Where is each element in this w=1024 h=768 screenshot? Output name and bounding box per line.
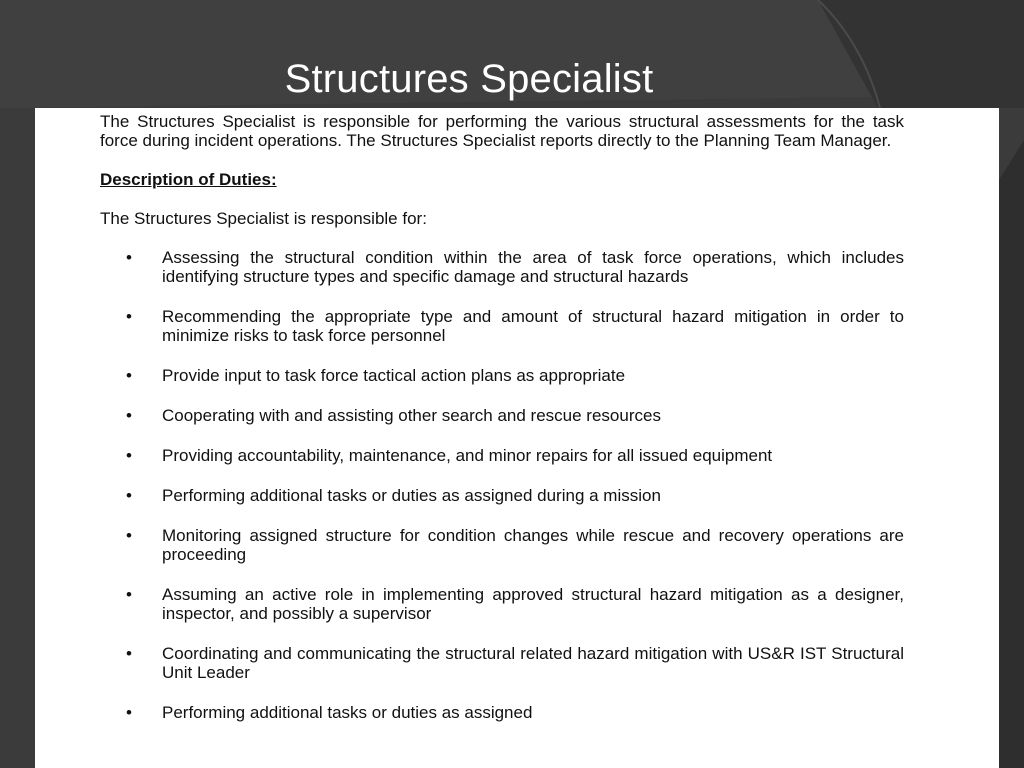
intro-paragraph: The Structures Specialist is responsible for performing the various structural assessments for the task force during incident operations. The Structures Specialist reports directly to the Planning Team Manager. <box>100 112 904 150</box>
duties-heading: Description of Duties: <box>100 170 277 189</box>
duty-text: Performing additional tasks or duties as assigned during a mission <box>162 486 661 505</box>
duty-text: Cooperating with and assisting other search and rescue resources <box>162 406 661 425</box>
duty-text: Performing additional tasks or duties as assigned <box>162 703 533 722</box>
list-item <box>100 644 904 682</box>
list-item <box>100 486 904 505</box>
bullet-icon: • <box>126 366 132 385</box>
document-content <box>100 112 904 743</box>
duty-text: Assessing the structural condition within the area of task force operations, which includes identifying structure types and specific damage and structural hazards <box>162 248 904 286</box>
list-item <box>100 585 904 623</box>
bullet-icon: • <box>126 248 132 267</box>
list-item <box>100 366 904 385</box>
slide-title: Structures Specialist <box>284 56 654 101</box>
list-item <box>100 406 904 425</box>
bullet-icon: • <box>126 644 132 663</box>
bullet-icon: • <box>126 486 132 505</box>
bullet-icon: • <box>126 406 132 425</box>
list-item <box>100 446 904 465</box>
bullet-icon: • <box>126 307 132 326</box>
duty-text: Coordinating and communicating the structural related hazard mitigation with US&R IST Structural Unit Leader <box>162 644 904 682</box>
duty-text: Monitoring assigned structure for condition changes while rescue and recovery operations are proceeding <box>162 526 904 564</box>
bullet-icon: • <box>126 526 132 545</box>
duties-lead: The Structures Specialist is responsible for: <box>100 209 427 228</box>
document-panel <box>35 108 999 768</box>
list-item <box>100 703 904 722</box>
duties-list <box>100 248 904 722</box>
bullet-icon: • <box>126 703 132 722</box>
duty-text: Provide input to task force tactical action plans as appropriate <box>162 366 626 385</box>
list-item <box>100 526 904 564</box>
bullet-icon: • <box>126 585 132 604</box>
list-item <box>100 248 904 286</box>
bullet-icon: • <box>126 446 132 465</box>
duty-text: Recommending the appropriate type and amount of structural hazard mitigation in order to minimize risks to task force personnel <box>162 307 904 345</box>
list-item <box>100 307 904 345</box>
duty-text: Providing accountability, maintenance, and minor repairs for all issued equipment <box>162 446 773 465</box>
duty-text: Assuming an active role in implementing approved structural hazard mitigation as a designer, inspector, and possibly a supervisor <box>162 585 904 623</box>
